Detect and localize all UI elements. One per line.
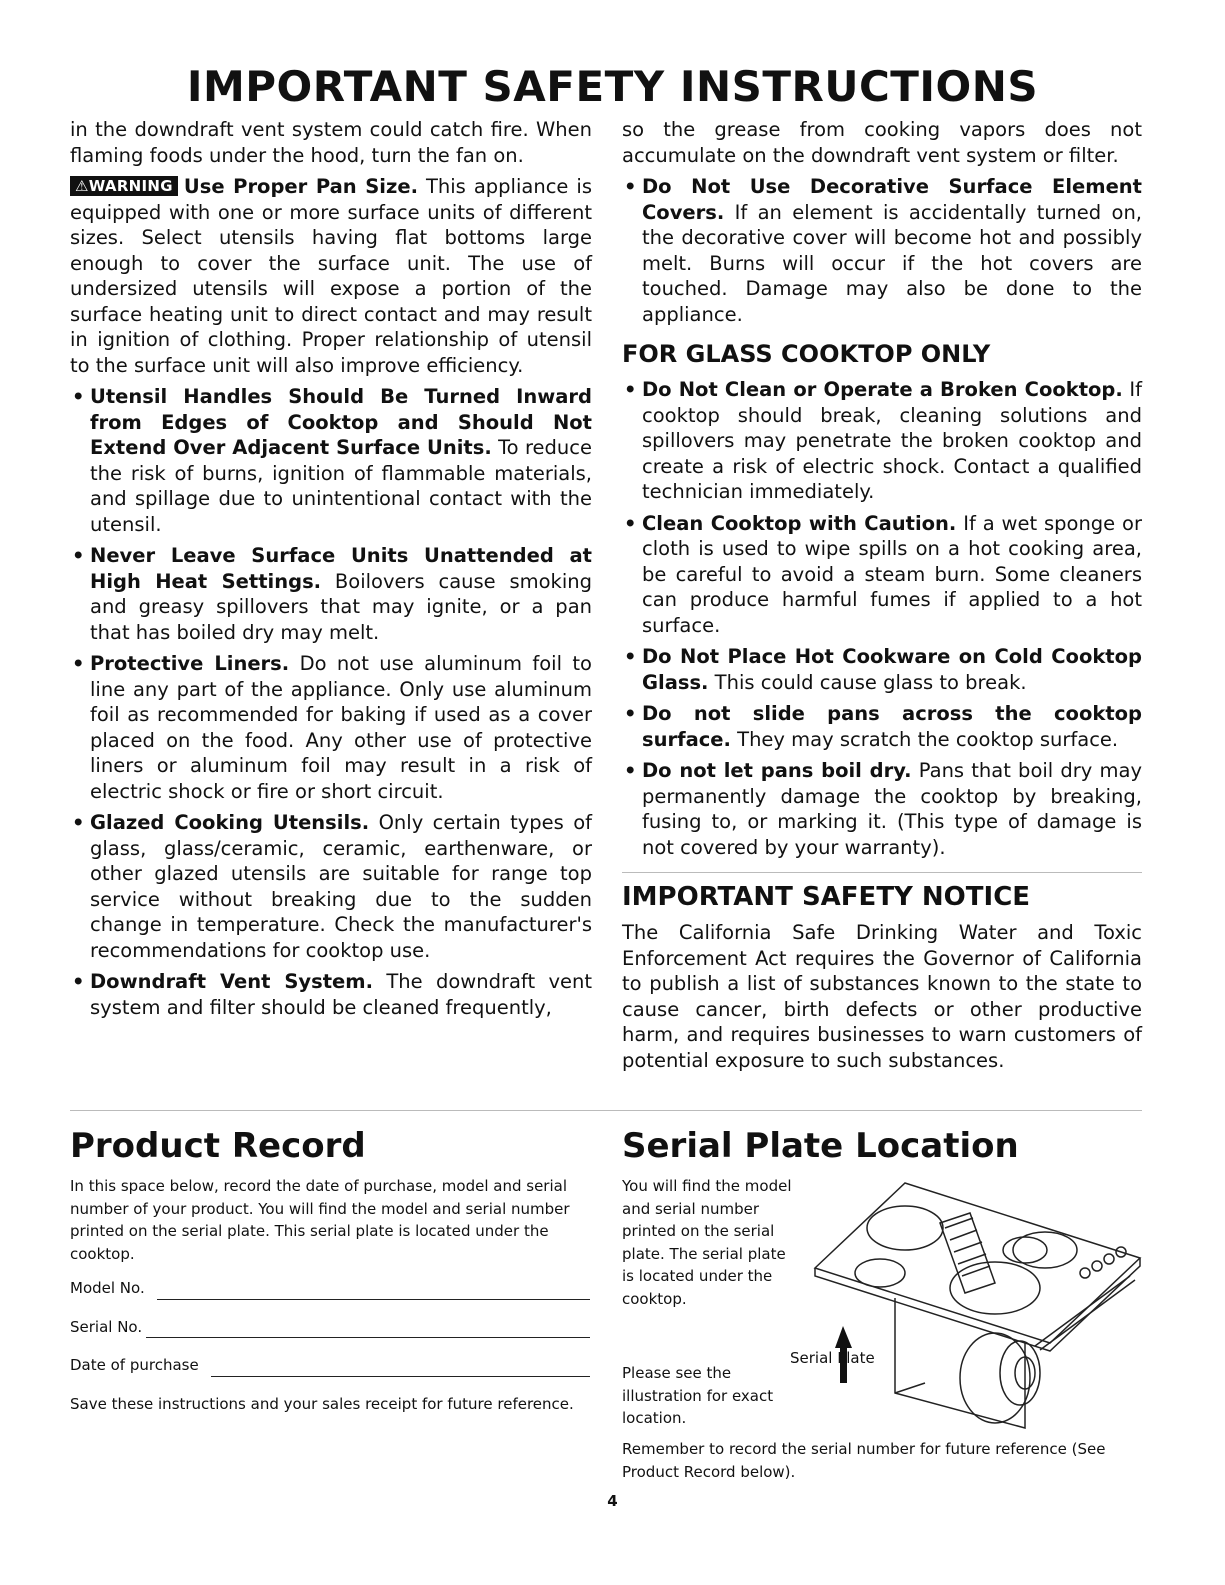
save-instructions: Save these instructions and your sales receipt for future reference. <box>70 1394 574 1413</box>
model-label: Model No. <box>70 1279 145 1297</box>
serial-plate-see-illustration: Please see the illustration for exact location. <box>622 1364 774 1427</box>
list-item <box>70 810 592 963</box>
list-item <box>622 174 1142 327</box>
glass-cooktop-heading: FOR GLASS COOKTOP ONLY <box>622 340 991 368</box>
bullet-heading: Do Not Clean or Operate a Broken Cooktop. <box>642 378 1123 401</box>
list-item <box>70 543 592 645</box>
model-line[interactable] <box>157 1285 590 1300</box>
bullet-heading: Never Leave Surface Units Unattended at High Heat Settings. <box>90 544 592 593</box>
list-item <box>622 511 1142 639</box>
bullet-text: To reduce the risk of burns, ignition of flammable materials, and spillage due to unintentional contact with the utensil. <box>90 436 592 536</box>
warning-paragraph <box>70 174 592 378</box>
list-item <box>70 651 592 804</box>
cooktop-illustration <box>785 1168 1145 1438</box>
bullet-text: If an element is accidentally turned on, the decorative cover will become hot and possibly melt. Burns will occur if the hot covers are touched. Damage may also be done to the appliance. <box>642 200 1142 326</box>
bullet-text: This could cause glass to break. <box>708 670 1027 694</box>
bullet-text: Do not use aluminum foil to line any part of the appliance. Only use aluminum foil as recommended for baking if used as a cover placed on the food. Any other use of protective liners or aluminum foil may result in a risk of electric shock or fire or short circuit. <box>90 652 592 803</box>
serial-label: Serial No. <box>70 1317 143 1336</box>
list-item <box>622 758 1142 860</box>
bullet-heading: Utensil Handles Should Be Turned Inward from Edges of Cooktop and Should Not Extend Over Adjacent Surface Units. <box>90 385 592 459</box>
list-item <box>622 377 1142 505</box>
serial-plate-text: You will find the model and serial number printed on the serial plate. The serial plate is located under the cooktop. <box>622 1177 792 1308</box>
bullet-icon: • <box>72 652 85 675</box>
warning-badge: ⚠WARNING <box>70 176 178 196</box>
list-item <box>622 644 1142 695</box>
bullet-icon: • <box>72 544 85 567</box>
product-record-heading: Product Record <box>70 1126 366 1166</box>
bullet-heading: Do Not Place Hot Cookware on Cold Cooktop Glass. <box>642 645 1142 694</box>
bullet-text: They may scratch the cooktop surface. <box>730 727 1119 751</box>
intro-paragraph: in the downdraft vent system could catch fire. When flaming foods under the hood, turn the fan on. <box>70 118 592 167</box>
bullet-text: If cooktop should break, cleaning solutions and spillovers may penetrate the broken cooktop and create a risk of electric shock. Contact a qualified technician immediately. <box>642 378 1142 503</box>
bullet-icon: • <box>624 378 637 401</box>
list-item <box>70 384 592 537</box>
bullet-icon: • <box>72 385 85 408</box>
serial-plate-label: Serial Plate <box>790 1349 875 1367</box>
bullet-icon: • <box>624 511 637 535</box>
bullet-text: Only certain types of glass, glass/ceramic, ceramic, earthenware, or other glazed utensils are suitable for range top service without breaking due to the sudden change in temperature. Check the manufacturer's recommendations for cooktop use. <box>90 811 592 962</box>
bullet-heading: Clean Cooktop with Caution. <box>642 511 957 535</box>
product-record-intro: In this space below, record the date of purchase, model and serial number of your product. You will find the model and serial number printed on the serial plate. This serial plate is located under the cooktop. <box>70 1177 570 1263</box>
bullet-icon: • <box>72 970 85 993</box>
bullet-heading: Do not let pans boil dry. <box>642 759 912 782</box>
warning-text: This appliance is equipped with one or more surface units of different sizes. Select utensils having flat bottoms large enough to cover the surface unit. The use of undersized utensils will expose a portion of the surface heating unit to direct contact and may result in ignition of clothing. Proper relationship of utensil to the surface unit will also improve efficiency. <box>70 175 592 377</box>
bullet-text: The downdraft vent system and filter should be cleaned frequently, <box>90 970 592 1019</box>
right-column <box>622 117 1142 866</box>
bullet-icon: • <box>72 811 85 834</box>
list-item <box>622 701 1142 752</box>
warning-heading: Use Proper Pan Size. <box>183 175 418 198</box>
section-divider <box>622 872 1142 873</box>
bullet-heading: Glazed Cooking Utensils. <box>90 811 370 834</box>
list-item <box>70 969 592 1020</box>
serial-plate-heading: Serial Plate Location <box>622 1126 1019 1166</box>
bullet-icon: • <box>624 645 637 668</box>
date-label: Date of purchase <box>70 1356 199 1374</box>
page-title: IMPORTANT SAFETY INSTRUCTIONS <box>186 62 1039 111</box>
serial-field <box>70 1316 590 1339</box>
model-field <box>70 1277 590 1300</box>
notice-heading: IMPORTANT SAFETY NOTICE <box>622 882 1031 912</box>
notice-text: The California Safe Drinking Water and Toxic Enforcement Act requires the Governor of California to publish a list of substances known to the state to cause cancer, birth defects or other productive harm, and requires businesses to warn customers of potential exposure to such substances. <box>622 921 1142 1072</box>
date-field <box>70 1354 590 1377</box>
bullet-heading: Protective Liners. <box>90 652 290 675</box>
safety-notice <box>622 882 1142 1079</box>
serial-line[interactable] <box>146 1323 590 1338</box>
product-record <box>70 1175 590 1427</box>
bullet-heading: Do not slide pans across the cooktop surface. <box>642 702 1142 751</box>
bullet-text: Pans that boil dry may permanently damage the cooktop by breaking, fusing to, or marking it. (This type of damage is not covered by your warranty). <box>642 759 1142 859</box>
bullet-icon: • <box>624 175 637 198</box>
page-number: 4 <box>607 1492 618 1510</box>
bullet-icon: • <box>624 759 637 782</box>
bullet-heading: Downdraft Vent System. <box>90 970 373 993</box>
bullet-text: If a wet sponge or cloth is used to wipe spills on a hot cooking area, be careful to avoid a steam burn. Some cleaners can produce harmful fumes if applied to a hot surface. <box>642 511 1142 637</box>
bullet-icon: • <box>624 702 637 725</box>
bullet-heading: Do Not Use Decorative Surface Element Covers. <box>642 175 1142 224</box>
main-divider <box>70 1110 1142 1111</box>
date-line[interactable] <box>211 1362 590 1377</box>
remember-text: Remember to record the serial number for future reference (See Product Record below). <box>622 1440 1106 1481</box>
continuation-paragraph: so the grease from cooking vapors does not accumulate on the downdraft vent system or filter. <box>622 118 1142 167</box>
bullet-text: Boilovers cause smoking and greasy spillovers that may ignite, or a pan that has boiled dry may melt. <box>90 569 592 644</box>
left-column <box>70 117 592 1026</box>
